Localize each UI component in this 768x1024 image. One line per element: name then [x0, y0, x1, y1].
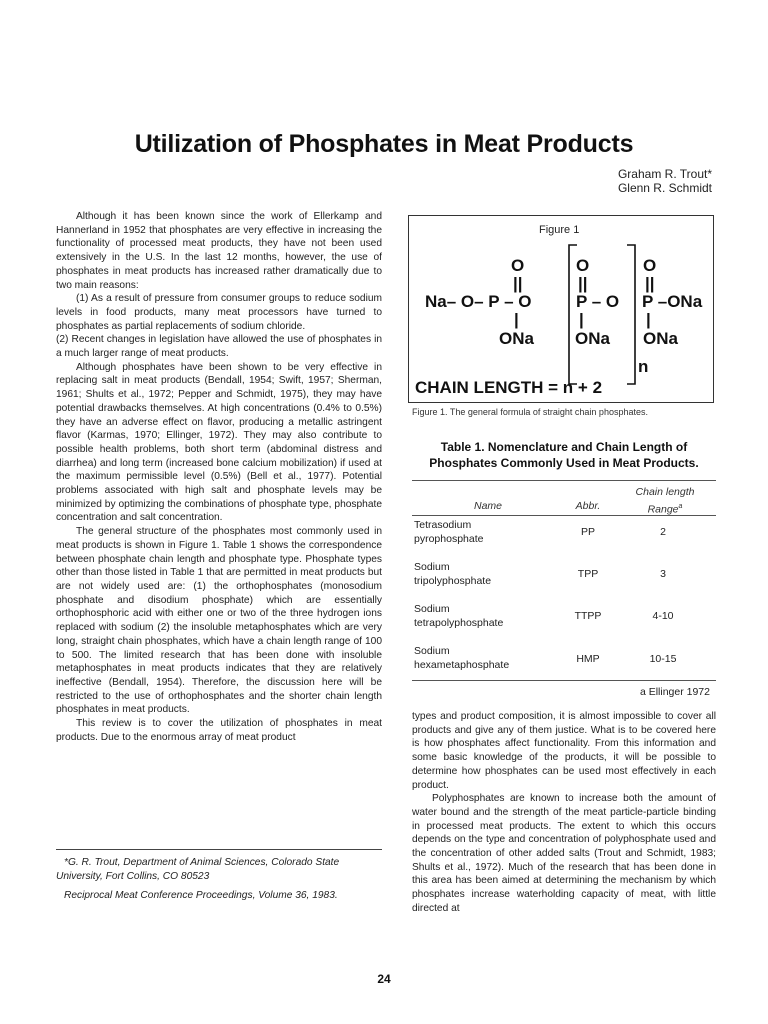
name-line: Sodium [414, 645, 450, 657]
sodium-oxide-group: ONa [575, 329, 610, 348]
right-column [412, 710, 716, 916]
table-title [412, 439, 716, 471]
single-bond: | [514, 310, 519, 329]
table-header-rule [412, 515, 716, 516]
double-bond: || [578, 274, 588, 293]
table-title-line: Phosphates Commonly Used in Meat Products. [429, 456, 699, 470]
oxygen-atom: O [511, 256, 525, 275]
header-chain-length: Chain length [635, 486, 695, 498]
author-affiliation-footnote: *G. R. Trout, Department of Animal Sciences, Colorado State University, Fort Collins, CO 80523 [56, 857, 340, 882]
proceedings-footnote: Reciprocal Meat Conference Proceedings, Volume 36, 1983. [64, 890, 338, 902]
body-paragraph: types and product composition, it is almost impossible to cover all products and give any of them justice. What is to be covered here is how phosphates affect functionality. From this information and some basic knowledge of the products, it will be possible to determine how phosphates can be used most effectively in each product. [412, 711, 716, 791]
table-cell-name [414, 644, 544, 672]
table-bottom-rule [412, 680, 716, 681]
table-cell-range: 4-10 [652, 610, 674, 622]
chain-length-formula: CHAIN LENGTH = n + 2 [415, 378, 603, 397]
header-range-superscript: a [678, 503, 683, 510]
header-abbr: Abbr. [575, 500, 601, 512]
name-line: tetrapolyphosphate [414, 617, 504, 629]
author-name: Glenn R. Schmidt [617, 181, 712, 195]
phosphate-structure-diagram [409, 216, 713, 402]
sodium-oxide-group: ONa [643, 329, 678, 348]
oxygen-atom: O [576, 256, 590, 275]
footnote-divider [56, 849, 382, 850]
body-paragraph: This review is to cover the utilization of phosphates in meat products. Due to the enormous array of meat product [56, 718, 382, 743]
formula-segment-left: Na– O– P – O [425, 292, 532, 311]
header-range-text: Range [647, 503, 679, 516]
repeat-subscript: n [638, 357, 649, 376]
figure-caption: Figure 1. The general formula of straight chain phosphates. [412, 407, 648, 417]
table-cell-name [414, 560, 544, 588]
author-name: Graham R. Trout* [617, 167, 712, 181]
table-cell-abbr: TTPP [574, 610, 602, 622]
table-cell-range: 2 [660, 526, 666, 538]
name-line: Sodium [414, 603, 450, 615]
paper-title: Utilization of Phosphates in Meat Products [134, 130, 634, 158]
single-bond: | [579, 310, 584, 329]
body-paragraph: Although phosphates have been shown to be very effective in replacing salt in meat products (Bendall, 1954; Swift, 1957; Sherman, 1961; Shults et al., 1972; Pepper and Schmidt, 1975), they may have potential drawbacks themselves. At high concentrations (0.4% to 0.5%) they have an adverse effect on flavor, producing a metallic astringent flavor (Karmas, 1970; Ellinger, 1972). They may also contribute to possible health problems, both short term (abdominal distress and diarrhea) and long term (increased bone calcium mobilization) if used at the maximum permissible level (0.5%) (Bell et al., 1977). Potential problems associated with high salt and phosphate levels may be minimized by optimizing the combinations of phosphate type, phosphate concentration and salt concentration. [56, 361, 382, 524]
table-cell-abbr: TPP [577, 568, 599, 580]
name-line: tripolyphosphate [414, 575, 492, 587]
formula-segment-right: P –ONa [642, 292, 703, 311]
body-paragraph: (1) As a result of pressure from consumer groups to reduce sodium levels in food products, many meat processors have turned to phosphates as partial replacements of sodium chloride. [56, 293, 382, 332]
body-paragraph: Polyphosphates are known to increase both the amount of water bound and the strength of the meat particle-particle binding in processed meat products. The extent to which this occurs depends on the type and concentration of polyphosphate used and the concentration of other added salts (Trout and Schmidt, 1983; Shults et al., 1972). Much of the research that has been done in this area has been aimed at determining the mechanism by which phosphates increase waterholding capacity of meat, with little directed at [412, 793, 716, 914]
sodium-oxide-group: ONa [499, 329, 534, 348]
left-column [56, 210, 382, 744]
single-bond: | [646, 310, 651, 329]
right-bracket [627, 245, 635, 384]
table-cell-name [414, 602, 544, 630]
author-block [618, 167, 712, 195]
page-number: 24 [377, 972, 391, 986]
name-line: pyrophosphate [414, 533, 484, 545]
body-paragraph: Although it has been known since the work of Ellerkamp and Hannerland in 1952 that phosphates are very effective in increasing the functionality of processed meat products, they have not been used extensively in the U.S. In the last 12 months, however, the use of phosphates in meat products has increased rather dramatically due to two main reasons: [56, 211, 382, 291]
table-title-line: Table 1. Nomenclature and Chain Length of [440, 440, 688, 454]
table-cell-name [414, 518, 544, 546]
figure-1 [408, 215, 714, 403]
body-paragraph: The general structure of the phosphates most commonly used in meat products is shown in Figure 1. Table 1 shows the correspondence between phosphate chain length and phosphate type. Phosphate types other than those listed in Table 1 that are permitted in meat products but are not widely used are: (1) the orthophosphates (monosodium phosphate and disodium phosphate) which are essentially orthophosphoric acid with either one or two of the three hydrogen ions replaced with sodium (2) the insoluble metaphosphates which are very long, straight chain phosphates, which have a chain length range of 100 to 500. The limited research that has been done with insoluble metaphosphates in meat products indicates that they are relatively ineffective (Bendall, 1954). Therefore, the discussion here will be restricted to the use of orthophosphates and the shorter chain length phosphates in meat products. [56, 526, 382, 716]
name-line: Sodium [414, 561, 450, 573]
name-line: hexametaphosphate [414, 659, 510, 671]
name-line: Tetrasodium [414, 519, 472, 531]
figure-label: Figure 1 [539, 224, 580, 236]
table-cell-abbr: HMP [576, 653, 600, 665]
table-top-rule [412, 480, 716, 481]
header-name: Name [473, 500, 502, 512]
double-bond: || [645, 274, 655, 293]
footnotes [56, 856, 382, 909]
table-footnote: a Ellinger 1972 [639, 686, 710, 698]
oxygen-atom: O [643, 256, 657, 275]
table-cell-range: 10-15 [649, 653, 677, 665]
table-cell-abbr: PP [580, 526, 595, 538]
formula-segment-repeat: P – O [576, 292, 620, 311]
double-bond: || [513, 274, 523, 293]
body-paragraph: (2) Recent changes in legislation have allowed the use of phosphates in a much larger range of meat products. [56, 334, 382, 360]
table-cell-range: 3 [660, 568, 666, 580]
